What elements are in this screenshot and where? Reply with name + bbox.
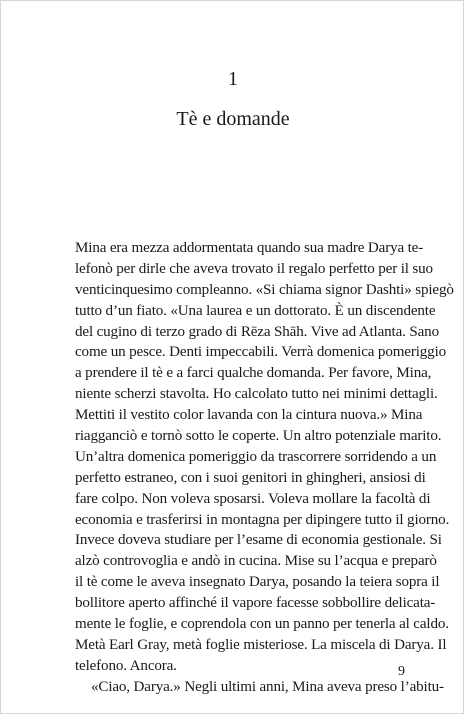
- text-line: perfetto estraneo, con i suoi genitori in ghingheri, ansiosi di: [75, 469, 426, 486]
- text-line: del cugino di terzo grado di Rēza Shāh. Vive ad Atlanta. Sano: [75, 323, 439, 340]
- text-line: alzò controvoglia e andò in cucina. Mise su l’acqua e preparò: [75, 553, 437, 570]
- text-line: niente scherzi stavolta. Ho calcolato tutto nei minimi dettagli.: [75, 386, 438, 403]
- text-line: Un’altra domenica pomeriggio da trascorrere sorridendo a un: [75, 448, 437, 465]
- text-line: a prendere il tè e a farci qualche domanda. Per favore, Mina,: [75, 365, 432, 382]
- text-line: Metà Earl Gray, metà foglie misteriose. La miscela di Darya. Il: [75, 636, 447, 653]
- text-line: telefono. Ancora.: [75, 657, 177, 674]
- text-line: come un pesce. Denti impeccabili. Verrà domenica pomeriggio: [75, 344, 447, 361]
- text-line: tutto d’un fiato. «Una laurea e un dottorato. È un discendente: [75, 302, 436, 319]
- text-line: «Ciao, Darya.» Negli ultimi anni, Mina aveva preso l’abitu-: [91, 678, 444, 695]
- text-line: Invece doveva studiare per l’esame di economia gestionale. Si: [75, 532, 442, 549]
- text-line: economia e trasferirsi in montagna per dipingere tutto il giorno.: [75, 511, 450, 528]
- paragraph-1: [75, 238, 454, 677]
- chapter-title: Tè e domande: [176, 108, 290, 130]
- text-line: fare colpo. Non voleva sposarsi. Voleva mollare la facoltà di: [75, 490, 431, 507]
- text-line: mente le foglie, e coprendola con un panno per tenerla al caldo.: [75, 616, 449, 633]
- text-line: bollitore aperto affinché il vapore facesse sobbollire delicata-: [75, 595, 436, 612]
- text-line: venticinquesimo compleanno. «Si chiama signor Dashti» spiegò: [75, 281, 454, 298]
- text-line: lefonò per dirle che aveva trovato il regalo perfetto per il suo: [75, 260, 433, 277]
- paragraph-2: [75, 677, 444, 698]
- chapter-number: 1: [228, 68, 238, 90]
- text-line: Mina era mezza addormentata quando sua madre Darya te-: [75, 240, 424, 256]
- text-line: Mettiti il vestito color lavanda con la cintura nuova.» Mina: [75, 407, 423, 424]
- text-line: il tè come le aveva insegnato Darya, posando la teiera sopra il: [75, 574, 440, 591]
- body-text: [75, 238, 454, 698]
- page-number: 9: [398, 664, 405, 679]
- text-line: riagganciò e tornò sotto le coperte. Un altro potenziale marito.: [75, 428, 442, 445]
